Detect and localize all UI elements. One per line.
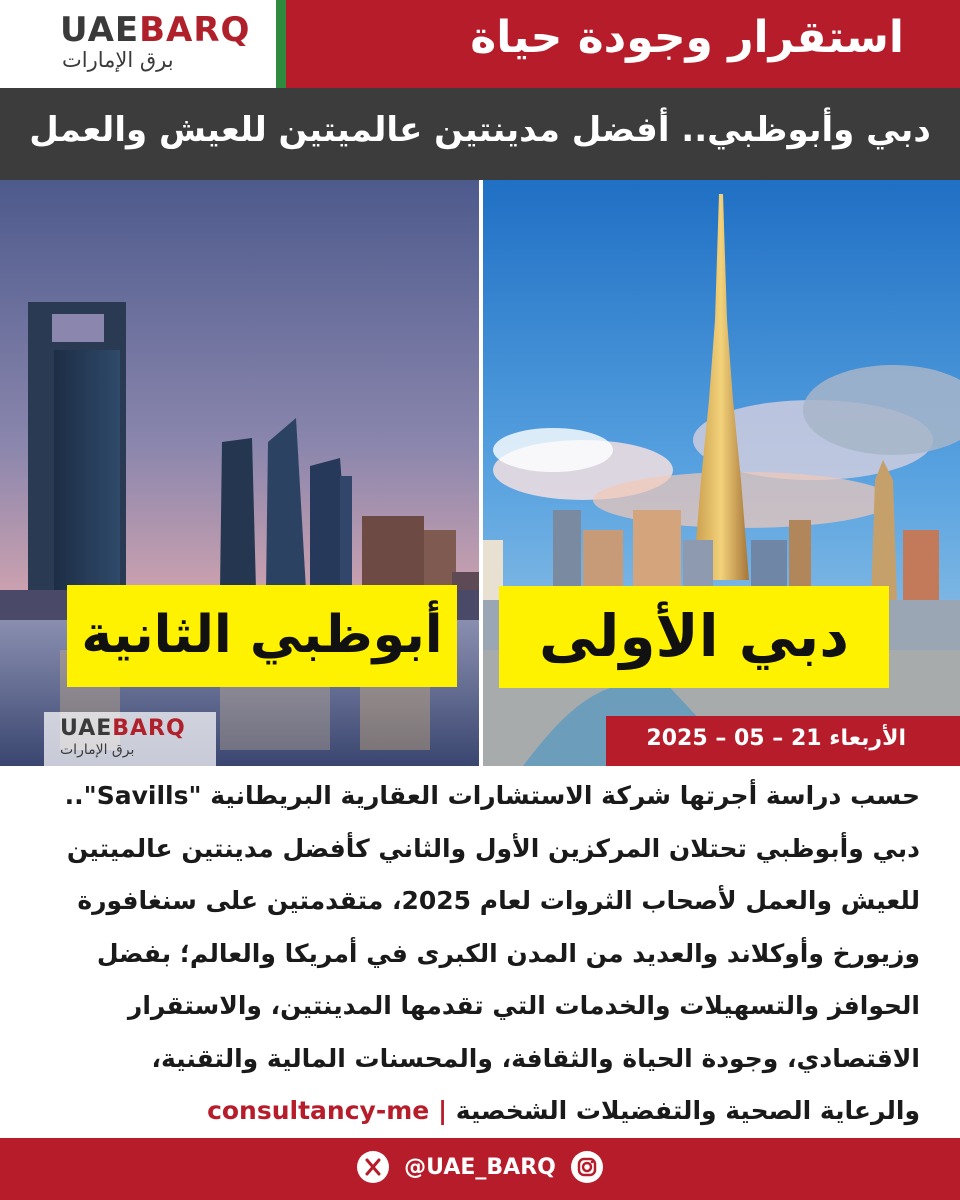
subtitle-bar <box>0 88 960 180</box>
instagram-icon[interactable] <box>571 1151 603 1183</box>
watermark-logo <box>44 712 216 766</box>
date-text: الأربعاء 21 – 05 – 2025 <box>646 726 906 751</box>
body-line: الاقتصادي، وجودة الحياة والثقافة، والمحسنات المالية والتقنية، <box>151 1043 920 1073</box>
x-icon[interactable] <box>357 1151 389 1183</box>
body-line: وزيورخ وأوكلاند والعديد من المدن الكبرى في أمريكا والعالم؛ بفضل <box>96 938 920 968</box>
brand-logo-latin: UAEBARQ <box>60 10 251 50</box>
source-separator: | <box>437 1096 448 1125</box>
body-last-line <box>40 1085 920 1138</box>
dubai-label: دبي الأولى <box>499 586 889 688</box>
social-handle[interactable]: @UAE_BARQ <box>404 1154 556 1180</box>
source-link[interactable]: consultancy-me <box>207 1096 430 1125</box>
footer-social <box>0 1151 960 1187</box>
watermark-logo-arabic: برق الإمارات <box>60 742 135 758</box>
abu-dhabi-label: أبوظبي الثانية <box>67 585 457 687</box>
body-line: الحوافز والتسهيلات والخدمات التي تقدمها المدينتين، والاستقرار <box>127 991 920 1020</box>
watermark-logo-latin: UAEBARQ <box>60 716 186 741</box>
header <box>0 0 960 88</box>
brand-logo-arabic: برق الإمارات <box>62 48 174 72</box>
body-line: دبي وأبوظبي تحتلان المركزين الأول والثاني كأفضل مدينتين عالميتين <box>66 833 920 863</box>
body-last-text: والرعاية الصحية والتفضيلات الشخصية <box>455 1096 920 1125</box>
title-banner <box>286 0 960 88</box>
brand-logo[interactable] <box>0 0 278 88</box>
page-title: استقرار وجودة حياة <box>470 12 904 63</box>
article-body <box>40 770 920 1138</box>
footer <box>0 1138 960 1200</box>
date-badge <box>606 716 960 766</box>
headline: دبي وأبوظبي.. أفضل مدينتين عالميتين للعيش والعمل <box>29 110 931 150</box>
brand-green-strip <box>276 0 286 88</box>
body-line: للعيش والعمل لأصحاب الثروات لعام 2025، متقدمتين على سنغافورة <box>77 886 920 915</box>
body-line: حسب دراسة أجرتها شركة الاستشارات العقارية البريطانية "Savills".. <box>64 781 920 810</box>
